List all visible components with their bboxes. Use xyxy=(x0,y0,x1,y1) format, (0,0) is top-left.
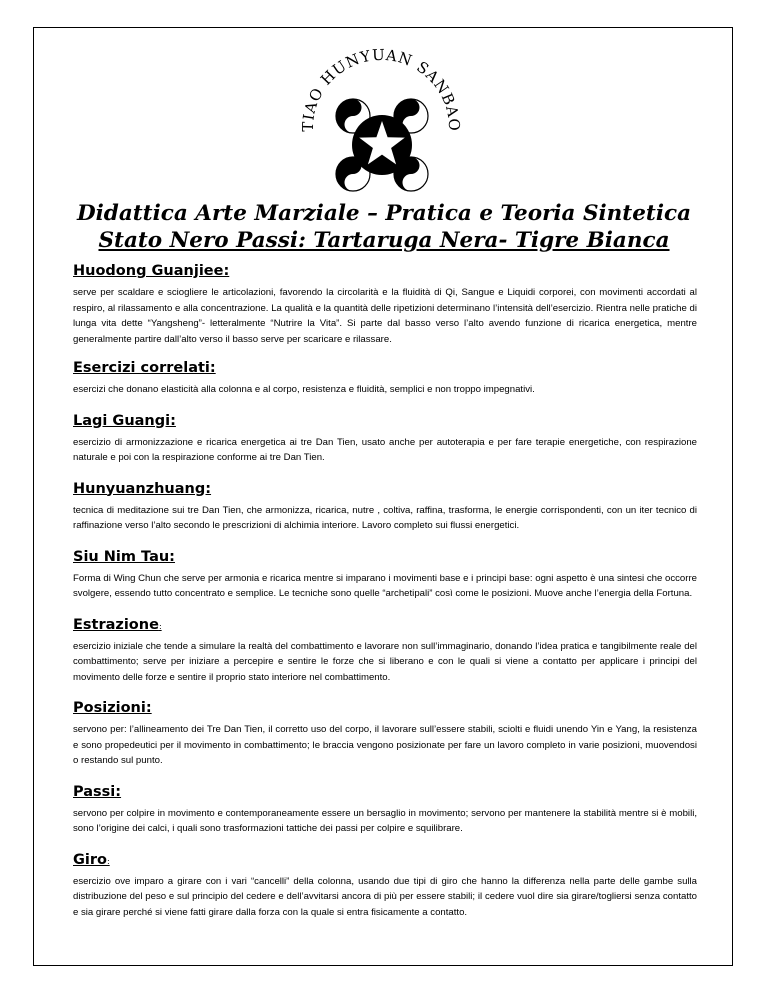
section-heading-text: Posizioni: xyxy=(73,700,152,716)
section-heading-text: Passi: xyxy=(73,783,122,800)
title-block xyxy=(0,200,768,254)
section-heading-text: Estrazione xyxy=(73,616,159,633)
section xyxy=(73,412,697,466)
content xyxy=(73,262,697,920)
section xyxy=(73,783,697,837)
section-heading xyxy=(73,699,697,719)
section xyxy=(73,480,697,534)
section-heading-suffix: : xyxy=(158,621,162,631)
section-body: esercizio ove imparo a girare con i vari “cancelli” della colonna, usando due tipi di giro che hanno la differenza nella parte delle gambe sulla distribuzione del peso e sul principio del cedere e dell’avvitarsi ancora di più per essere stabili; il cedere vuol dire sia girare/togliersi senza contatto e sia girare perché si viene fatti girare dalla forza con la quale si entra fisicamente a contatto. xyxy=(73,875,697,918)
section-heading xyxy=(73,359,697,379)
page-subtitle: Stato Nero Passi: Tartaruga Nera- Tigre Bianca xyxy=(98,228,670,253)
svg-text:TIAO HUNYUAN SANBAO: TIAO HUNYUAN SANBAO xyxy=(298,45,464,133)
section xyxy=(73,699,697,769)
section-body: esercizio di armonizzazione e ricarica energetica ai tre Dan Tien, usato anche per autoterapia e per fare terapie energetiche, con respirazione naturale e poi con la respirazione conforme ai tre Dan Tien. xyxy=(73,436,697,463)
section xyxy=(73,262,697,347)
section-heading xyxy=(73,616,697,636)
section-body: tecnica di meditazione sui tre Dan Tien, che armonizza, ricarica, nutre , coltiva, raffina, trasforma, le energie corrispondenti, con un iter tecnico di raffinazione verso l’alto secondo le prescrizioni di alchimia interiore. Lavoro completo sui flussi energetici. xyxy=(73,504,697,531)
section-heading-text: Huodong Guanjiee: xyxy=(73,263,230,279)
section xyxy=(73,359,697,398)
section-heading xyxy=(73,262,697,282)
section-heading-text: Giro xyxy=(73,851,107,868)
section-body: servono per: l’allineamento dei Tre Dan Tien, il corretto uso del corpo, il lavorare sull’essere stabili, sciolti e fluidi unendo Yin e Yang, la resistenza e sono propedeutici per il movimento in combattimento; le braccia vengono posizionate per fare un lavoro completo in varie posizioni, muovendosi o restando sul punto. xyxy=(73,724,697,766)
section-heading xyxy=(73,480,697,500)
section-heading xyxy=(73,783,697,803)
page-title: Didattica Arte Marziale – Pratica e Teoria Sintetica xyxy=(76,201,692,226)
section-body: serve per scaldare e sciogliere le articolazioni, favorendo la circolarità e la fluidità di Qi, Sangue e Liquidi corporei, con movimenti accordati al respiro, al rilassamento e alla concentrazione. La qualità e la quantità delle ripetizioni determinano l’intensità dell’esercizio. Rientra nelle pratiche di lunga vita dette “Yangsheng”- letteralmente “Nutrire la Vita”. Si parte dal basso verso l’alto avendo funzione di ricarica energetica, mentre generalmente partire dall’alto verso il basso serve per scaricare e rilassare. xyxy=(73,287,697,345)
section-heading-text: Hunyuanzhuang: xyxy=(73,480,212,497)
section-heading-text: Lagi Guangi: xyxy=(73,412,176,429)
section-body: Forma di Wing Chun che serve per armonia e ricarica mentre si imparano i movimenti base e i principi base: ogni aspetto è una sintesi che occorre svolgere, essendo tutto concentrato e semplice. Le tecniche sono quelle “archetipali” così come le posizioni. Muove anche l’energia della Fortuna. xyxy=(73,572,697,599)
section xyxy=(73,851,697,921)
section-body: esercizi che donano elasticità alla colonna e al corpo, resistenza e fluidità, semplici e non troppo impegnativi. xyxy=(73,384,535,395)
section-body: esercizio iniziale che tende a simulare la realtà del combattimento e lavorare non sull’immaginario, donando l’idea pratica e tangibilmente reale del combattimento; serve per iniziare a percepire e sentire le forze che si liberano e con le quali si viene a contatto per applicare i principi del movimento delle forze e sentire il proprio stato interiore nel combattimento. xyxy=(73,640,697,683)
section xyxy=(73,616,697,686)
logo xyxy=(293,36,469,212)
section-heading-text: Siu Nim Tau: xyxy=(73,548,175,565)
section-heading xyxy=(73,548,697,568)
section-body: servono per colpire in movimento e contemporaneamente essere un bersaglio in movimento; servono per mantenere la stabilità mentre si è mobili, sono l’origine dei calci, i quali sono trasformazioni tattiche dei passi per colpire e squilibrare. xyxy=(73,807,697,834)
section xyxy=(73,548,697,602)
section-heading-suffix: : xyxy=(106,856,110,866)
section-heading xyxy=(73,851,697,871)
section-heading-text: Esercizi correlati: xyxy=(73,360,216,376)
section-heading xyxy=(73,412,697,432)
